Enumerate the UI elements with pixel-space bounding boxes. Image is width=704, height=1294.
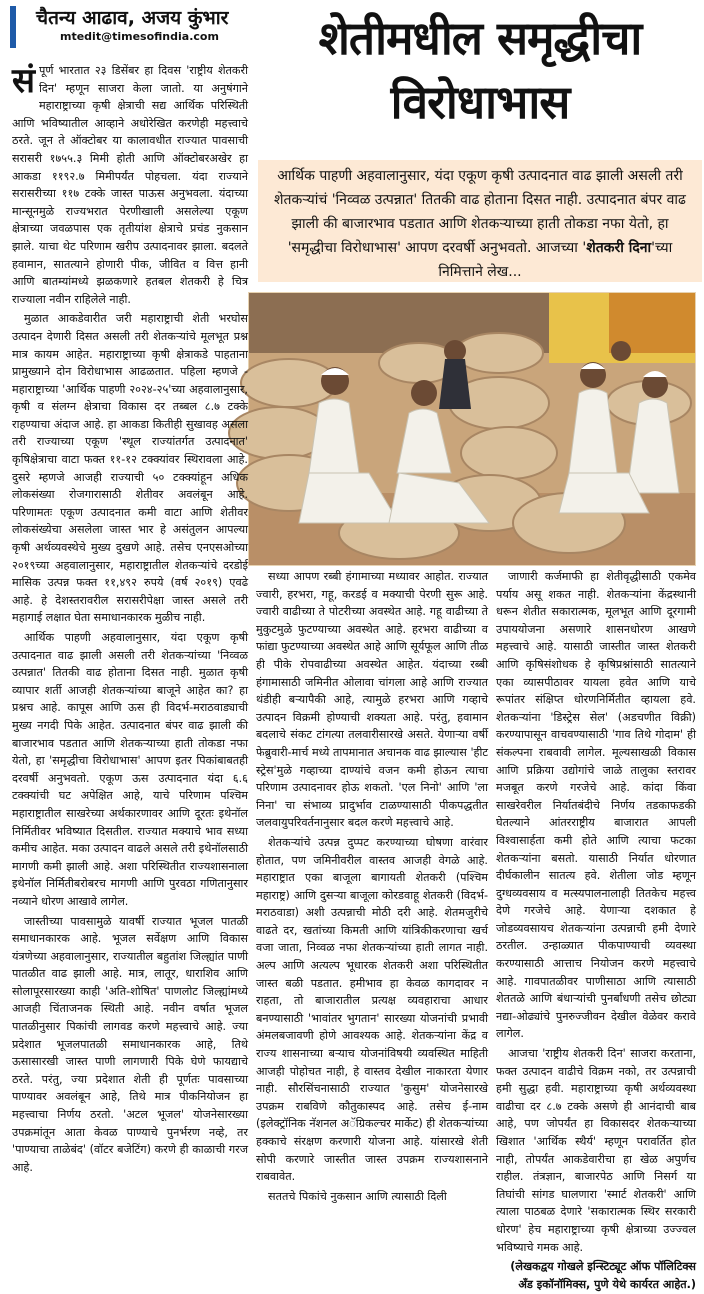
author-credit: (लेखकद्वय गोखले इन्स्टिट्यूट ऑफ पॉलिटिक्स अँड इकॉनॉमिक्स, पुणे येथे कार्यरत आहेत.): [510, 1260, 696, 1292]
intro-box: [258, 160, 702, 282]
paragraph: आर्थिक पाहणी अहवालानुसार, यंदा एकूण कृषी उत्पादनात वाढ झाली असली तरी शेतकऱ्यांच्या 'निव्वळ उत्पन्नात' तितकी वाढ होताना दिसत नाही. मुळात कृषी व्यापार शर्ती आजही शेतकऱ्यांच्या बाजूने आहेत का? हा प्रश्नच आहे. कापूस आणि ऊस ही विदर्भ-मराठवाड्याची मुख्य नगदी पिके आहेत. उत्पादनात बंपर वाढ झाली की बाजारभाव पडतात आणि शेतकऱ्याच्या हाती तोकडा नफा येतो, हा 'समृद्धीचा विरोधाभास' आपण इतर पिकांबाबतही दरवर्षी अनुभवतो. एकूण ऊस उत्पादनात यंदा ६.६ टक्क्यांची घट अपेक्षित आहे, याचे परिणाम पश्चिम महाराष्ट्रातील साखरेच्या अर्थकारणावर आणि दूरतः इथेनॉल निर्मितीवर भविष्यात दिसतील. राज्यात मक्याचे भाव सध्या कमीच आहेत. मका उत्पादन वाढले असले तरी इथेनॉलसाठी मागणी कमी झाली आहे. अशा परिस्थितीत राज्यशासनाला इथेनॉल निर्मितीबरोबरच मागणी आणि पुरवठा गणितानुसार नव्याने धोरण आखावे लागेल.: [12, 631, 248, 908]
paragraph-text: पूर्ण भारतात २३ डिसेंबर हा दिवस 'राष्ट्रीय शेतकरी दिन' म्हणून साजरा केला जातो. या अनुषंगाने महाराष्ट्राच्या कृषी क्षेत्राची सद्य आर्थिक परिस्थिती आणि भविष्यातील आव्हाने अधोरेखित करणेही महत्त्वाचे ठरते. जून ते ऑक्टोबर या कालावधीत राज्यात पावसाची सरासरी १७५५.३ मिमी होती आणि ऑक्टोबरअखेर हा आकडा ११९२.७ मिमीपर्यंत पोहचला. यंदा राज्याने सरासरीच्या ११७ टक्के जास्त पाऊस अनुभवला. यंदाच्या मान्सूनमुळे राज्यभरात पेरणीखाली असलेल्या एकूण क्षेत्राच्या जवळपास एक तृतीयांश क्षेत्राचे प्रचंड नुकसान झाले. याचा थेट परिणाम खरीप उत्पादनावर झाला. बदलते हवामान, सातत्याने होणारी पीक, जीवित व वित्त हानी आणि बातम्यांमध्ये झळकणारे हतबल शेतकरी हे चित्र राज्याला नवीन राहिलेले नाही.: [12, 64, 248, 306]
column-2: [256, 568, 488, 1268]
paragraph: सध्या आपण रब्बी हंगामाच्या मध्यावर आहोत. राज्यात ज्वारी, हरभरा, गहू, करडई व मक्याची पेरणी सुरू आहे. ज्वारी वाढीच्या ते पोटरीच्या अवस्थेत आहे. गहू वाढीच्या ते मुकुटमुळे फुटण्याच्या अवस्थेत आहे. हरभरा वाढीच्या व फांद्या फुटण्याच्या अवस्थेत आहे आणि सूर्यफूल आणि तीळ ही पीके रोपवाढीच्या अवस्थेत आहेत. यंदाच्या रब्बी हंगामासाठी जमिनीत ओलावा चांगला आहे आणि राज्यात थंडीही बऱ्यापैकी आहे, त्यामुळे हरभरा आणि गव्हाचे उत्पादन विक्रमी होण्याची शक्यता आहे. परंतु, हवामान बदलाचे संकट टांगत्या तलवारीसारखे असते. येणाऱ्या वर्षी फेब्रुवारी-मार्च मध्ये तापमानात अचानक वाढ झाल्यास 'हीट स्ट्रेस'मुळे गव्हाच्या दाण्यांचे वजन कमी होऊन त्याचा परिणाम उत्पादनावर होऊ शकतो. 'एल निनो' आणि 'ला निना' चा संभाव्य प्रादुर्भाव टाळण्यासाठी पीकपद्धतीत जलवायुपरिवर्तनानुसार बदल करणे महत्त्वाचे आहे.: [256, 570, 488, 830]
column-1: [12, 62, 248, 1258]
accent-bar: [10, 6, 16, 48]
dropcap: सं: [12, 61, 35, 101]
author-byline: चैतन्य आढाव, अजय कुंभार: [36, 7, 229, 29]
intro-bold: शेतकरी दिना: [586, 240, 652, 256]
headline-line-2: विरोधाभास: [390, 75, 570, 129]
paragraph: [12, 62, 248, 308]
farmers-photo: [248, 292, 696, 566]
paragraph: मुळात आकडेवारीत जरी महाराष्ट्राची शेती भरघोस उत्पादन देणारी दिसत असली तरी शेतकऱ्यांचे मूलभूत प्रश्न मात्र कायम आहेत. महाराष्ट्राच्या कृषी क्षेत्राकडे पाहताना प्रामुख्याने दोन विरोधाभास आढळतात. पहिला म्हणजे - महाराष्ट्राच्या 'आर्थिक पाहणी २०२४-२५'च्या अहवालानुसार, कृषी व संलग्न क्षेत्राचा विकास दर तब्बल ८.७ टक्के राहण्याचा अंदाज आहे. हा आकडा कितीही सुखावह असला तरी राज्याच्या एकूण 'स्थूल राज्यांतर्गत उत्पादनात' कृषिक्षेत्राचा वाटा फक्त ११-१२ टक्क्यांवर स्थिरावला आहे. दुसरे म्हणजे आजही राज्याची ५० टक्क्यांहून अधिक लोकसंख्या रोजगारासाठी शेतीवर अवलंबून आहे. परिणामतः एकूण उत्पादनात कमी वाटा आणि शेतीवर लोकसंख्येचा असलेला जास्त भार हे असंतुलन आपल्या कृषी अर्थव्यवस्थेचे मुख्य दुखणे आहे. तसेच एनएसओच्या २०१९च्या अहवालानुसार, महाराष्ट्रातील शेतकऱ्यांचे दरडोई मासिक उत्पन्न फक्त ११,४९२ रुपये (वर्ष २०१९) एवढे आहे. हे देशस्तरावरील सरासरीपेक्षा जास्त असले तरी महागाई लक्षात घेता समाधानकारक मुळीच नाही.: [12, 312, 248, 625]
headline: [258, 6, 702, 134]
paragraph: जास्तीच्या पावसामुळे यावर्षी राज्यात भूजल पातळी समाधानकारक आहे. भूजल सर्वेक्षण आणि विकास यंत्रणेच्या अहवालानुसार, राज्यातील बहुतांश जिल्ह्यांत पाणी पातळीत वाढ झाली आहे. मात्र, लातूर, धाराशिव आणि सोलापूरसारख्या काही 'अति-शोषित' पाणलोट जिल्ह्यांमध्ये आजही चिंताजनक स्थिती आहे. नवीन वर्षात भूजल पातळीनुसार पिकांची लागवड करणे महत्त्वाचे आहे. ज्या प्रदेशात भूजलपातळी समाधानकारक आहे, तिथे ऊसासारखी जास्त पाणी लागणारी पिके घेणे फायद्याचे ठरते. परंतु, ज्या प्रदेशात शेती ही पूर्णतः पावसाच्या पाण्यावर अवलंबून आहे, तिथे मात्र पीकनियोजन हा महत्त्वाचा निर्णय ठरतो. 'अटल भूजल' योजनेसारख्या उपक्रमांतून आता केवळ पाण्याचे पुनर्भरण नव्हे, तर 'पाण्याचा ताळेबंद' (वॉटर बजेटिंग) करणे ही काळाची गरज आहे.: [12, 914, 248, 1174]
farmers-photo-illustration: [249, 293, 695, 565]
intro-text-a: आर्थिक पाहणी अहवालानुसार, यंदा एकूण कृषी उत्पादनात वाढ झाली असली तरी शेतकऱ्यांचं 'निव्वळ उत्पन्नात' तितकी वाढ होताना दिसत नाही. उत्पादनात बंपर वाढ झाली की बाजारभाव पडतात आणि शेतकऱ्याच्या हाती तोकडा नफा येतो, हा 'समृद्धीचा विरोधाभास' आपण दरवर्षी अनुभवतो. आजच्या ': [274, 168, 686, 256]
intro-text-b: 'च्या निमित्ताने लेख...: [438, 240, 673, 280]
paragraph: आजचा 'राष्ट्रीय शेतकरी दिन' साजरा करताना, फक्त उत्पादन वाढीचे विक्रम नको, तर उत्पन्नाची हमी सुद्धा हवी. महाराष्ट्राच्या कृषी अर्थव्यवस्था वाढीचा दर ८.७ टक्के असणे ही आनंदाची बाब आहे, पण जोपर्यंत हा विकासदर शेतकऱ्याच्या खिशात 'आर्थिक स्थैर्य' म्हणून परावर्तित होत नाही, तोपर्यंत आकडेवारीचा हा खेळ अपुर्णच राहील. तंत्रज्ञान, बाजारपेठ आणि निसर्ग या तिघांची सांगड घालणारा 'स्मार्ट शेतकरी' आणि त्याला पाठबळ देणारे 'सकारात्मक स्थिर सरकारी धोरण' हेच महाराष्ट्राच्या कृषी क्षेत्राच्या उज्ज्वल भविष्याचे गमक आहे.: [496, 1047, 696, 1254]
paragraph: शेतकऱ्यांचे उत्पन्न दुप्पट करण्याच्या घोषणा वारंवार होतात, पण जमिनीवरील वास्तव आजही वेगळे आहे. महाराष्ट्रात एका बाजूला बागायती शेतकरी (पश्चिम महाराष्ट्र) आणि दुसऱ्या बाजूला कोरडवाहू शेतकरी (विदर्भ-मराठवाडा) अशी उत्पन्नाची मोठी दरी आहे. शेतमजुरीचे वाढते दर, खतांच्या किमती आणि यांत्रिकीकरणाचा खर्च वजा जाता, निव्वळ नफा शेतकऱ्यांच्या हाती लागत नाही. अल्प आणि अत्यल्प भूधारक शेतकरी अशा परिस्थितीत जास्त बळी पडतात. हमीभाव हा केवळ कागदावर न राहता, तो बाजारातील प्रत्यक्ष व्यवहाराचा आधार बनण्यासाठी 'भावांतर भुगतान' सारख्या योजनांची प्रभावी अंमलबजावणी होणे आवश्यक आहे. शेतकऱ्यांना केंद्र व राज्य शासनाच्या बऱ्याच योजनांविषयी व्यवस्थित माहिती आजही पोहोचत नाही, हे वास्तव देखील नाकारता येणार नाही. सौरसिंचनासाठी राज्यात 'कुसुम' योजनेसारखे उपक्रम राबविणे कौतुकास्पद आहे. तसेच ई-नाम (इलेक्ट्रॉनिक नॅशनल अॅग्रिकल्चर मार्केट) ही शेतकऱ्यांच्या हक्काचे संरक्षण करणारी योजना आहे. यांसारखे शेती सोपी करणारे जास्तीत जास्त उपक्रम राज्यशासनाने राबवावेत.: [256, 835, 488, 1184]
headline-line-1: शेतीमधील समृद्धीचा: [318, 11, 642, 65]
paragraph: जाणारी कर्जमाफी हा शेतीवृद्धीसाठी एकमेव पर्याय असू शकत नाही. शेतकऱ्यांना केंद्रस्थानी धरून शेतीत सकारात्मक, मूलभूत आणि दूरगामी उपाययोजना असणारे शासनधोरण आखणे महत्त्वाचे आहे. यासाठी जास्तीत जास्त शेतकरी आणि कृषिसंशोधक हे कृषिप्रश्नांसाठी सातत्याने एका व्यासपीठावर यायला हवेत आणि याचे रूपांतर संक्षिप्त धोरणनिर्मितीत व्हायला हवे. शेतकऱ्यांना 'डिस्ट्रेस सेल' (अडचणीत विक्री) करण्यापासून वाचवण्यासाठी 'गाव तिथे गोदाम' ही संकल्पना राबवावी लागेल. मूल्यसाखळी विकास आणि प्रक्रिया उद्योगांचे जाळे तालुका स्तरावर मजबूत करणे गरजेचे आहे. कांदा किंवा साखरेवरील निर्यातबंदीचे निर्णय तडकाफडकी घेतल्याने आंतरराष्ट्रीय बाजारात आपली विश्वासार्हता कमी होते आणि त्याचा फटका शेतकऱ्यांना बसतो. यासाठी निर्यात धोरणात दीर्घकालीन सातत्य हवे. शेतीला जोड म्हणून दुग्धव्यवसाय व मत्स्यपालनालाही तितकेच महत्त्व देणे गरजेचे आहे. येणाऱ्या दशकात हे जोडव्यवसायच शेतकऱ्यांना उत्पन्नाची हमी देणारे ठरतील. उन्हाळ्यात पीकपाण्याची व्यवस्था करण्यासाठी आत्ताच नियोजन करणे महत्त्वाचे आहे. गावपातळीवर पाणीसाठा आणि त्यासाठी शेततळे आणि बंधाऱ्यांची पुनर्बांधणी तसेच छोट्या नद्या-ओढ्यांचे पुनरुज्जीवन देखील वेळेवर करावे लागेल.: [496, 570, 696, 1041]
author-email: mtedit@timesofindia.com: [60, 30, 219, 43]
column-3: [496, 568, 696, 1292]
paragraph: सततचे पिकांचे नुकसान आणि त्यासाठी दिली: [268, 1189, 447, 1203]
